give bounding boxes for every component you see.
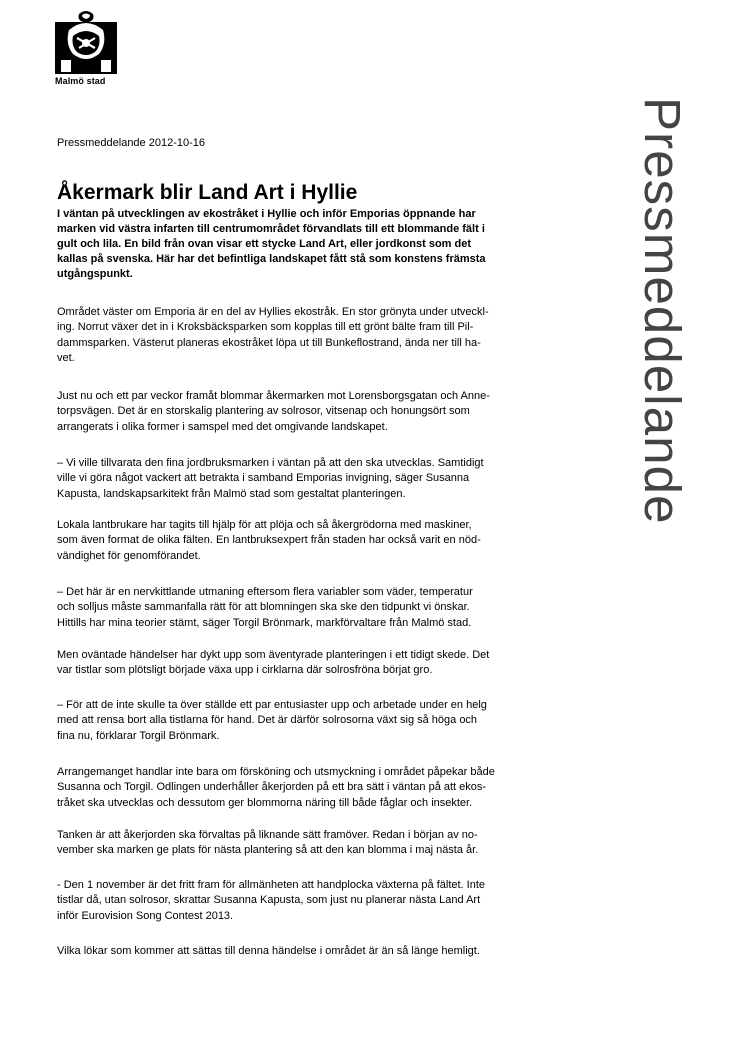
side-label — [614, 97, 694, 539]
body-paragraph — [57, 878, 567, 924]
malmo-coat-of-arms-icon — [55, 10, 119, 74]
logo-city-name: Malmö stad — [55, 76, 106, 86]
paragraph-line: - Den 1 november är det fritt fram för allmänheten att handplocka växterna på fältet. Inte — [57, 879, 486, 891]
body-paragraph — [57, 389, 567, 435]
paragraph-line: Området väster om Emporia är en del av Hyllies ekostråk. En stor grönyta under utveckl- — [57, 306, 489, 318]
body-paragraph — [57, 456, 567, 502]
paragraph-line: Men oväntade händelser har dykt upp som äventyrade planteringen i ett tidigt skede. Det — [57, 649, 490, 661]
lead-line: gult och lila. En bild från ovan visar ett stycke Land Art, eller jordkonst som det — [57, 238, 472, 250]
body-paragraph — [57, 765, 567, 811]
paragraph-line: inför Eurovision Song Contest 2013. — [57, 909, 234, 922]
lead-line: utgångspunkt. — [57, 268, 133, 280]
paragraph-line: torpsvägen. Det är en storskalig plantering av solrosor, vitsenap och honungsört som — [57, 405, 470, 418]
paragraph-line: Arrangemanget handlar inte bara om försköning och utsmyckning i området påpekar både — [57, 766, 495, 778]
paragraph-line: Just nu och ett par veckor framåt blommar åkermarken mot Lorensborgsgatan och Anne- — [57, 390, 490, 402]
paragraph-line: var tistlar som plötsligt började växa upp i cirklarna där solrosfröna börjat gro. — [57, 664, 433, 677]
paragraph-line: och solljus måste sammanfalla rätt för att blomningen ska ske den tidpunkt vi önskar. — [57, 601, 470, 614]
paragraph-line: tistlar då, utan solrosor, skrattar Susanna Kapusta, som just nu planerar nästa Land Art — [57, 894, 481, 907]
paragraph-line: vet. — [57, 351, 75, 364]
paragraph-line: ville vi göra något vackert att betrakta i samband Emporias invigning, säger Susanna — [57, 472, 470, 485]
side-label-text: Pressmeddelande — [634, 97, 691, 525]
paragraph-line: Hittills har mina teorier stämt, säger Torgil Brönmark, markförvaltare från Malmö stad. — [57, 616, 472, 629]
paragraph-line: Susanna och Torgil. Odlingen underhåller åkerjorden på ett bra sätt i väntan på att ekos- — [57, 781, 487, 794]
malmo-stad-logo — [55, 10, 119, 90]
body-paragraph — [57, 828, 567, 859]
paragraph-line: – Vi ville tillvarata den fina jordbruksmarken i väntan på att den ska utvecklas. Samtidigt — [57, 457, 484, 469]
lead-paragraph — [57, 207, 562, 282]
lead-line: marken vid västra infarten till centrumområdet förvandlats till ett blommande fält i — [57, 223, 485, 235]
body-paragraph — [57, 518, 567, 564]
paragraph-line: dammsparken. Västerut planeras ekostråket löpa ut till Bunkeflostrand, ända ner till ha- — [57, 336, 481, 349]
paragraph-line: ing. Norrut växer det in i Kroksbäcksparken som kopplas till ett grönt bälte fram till Pil- — [57, 321, 474, 334]
paragraph-line: vember ska marken ge plats för nästa plantering så att den kan blomma i maj nästa år. — [57, 844, 479, 857]
lead-line: I väntan på utvecklingen av ekostråket i Hyllie och inför Emporias öppnande har — [57, 208, 476, 220]
paragraph-line: vändighet för genomförandet. — [57, 549, 201, 562]
paragraph-line: – För att de inte skulle ta över ställde ett par entusiaster upp och arbetade under en helg — [57, 699, 487, 711]
paragraph-line: tråket ska utvecklas och dessutom ger blommorna näring till både fåglar och insekter. — [57, 796, 473, 809]
paragraph-line: Tanken är att åkerjorden ska förvaltas på liknande sätt framöver. Redan i början av no- — [57, 829, 478, 841]
paragraph-line: arrangerats i olika former i samspel med det omgivande landskapet. — [57, 420, 388, 433]
paragraph-line: som även format de olika fälten. En lantbruksexpert från staden har också varit en nöd- — [57, 534, 481, 547]
body-paragraph — [57, 698, 567, 744]
lead-line: kallas på svenska. Här har det befintliga landskapet fått stå som konstens främsta — [57, 253, 486, 265]
paragraph-line: Lokala lantbrukare har tagits till hjälp för att plöja och så åkergrödorna med maskiner, — [57, 519, 472, 531]
paragraph-line: – Det här är en nervkittlande utmaning eftersom flera variabler som väder, temperatur — [57, 586, 473, 598]
paragraph-line: med att rensa bort alla tistlarna för hand. Det är därför solrosorna växt sig så höga och — [57, 714, 478, 727]
body-paragraph — [57, 585, 567, 631]
paragraph-line: Kapusta, landskapsarkitekt från Malmö stad som gestaltat planteringen. — [57, 487, 406, 500]
body-paragraph — [57, 944, 567, 959]
body-paragraph — [57, 648, 567, 679]
body-paragraph — [57, 305, 567, 366]
paragraph-line: Vilka lökar som kommer att sättas till denna händelse i området är än så länge hemligt. — [57, 945, 480, 957]
paragraph-line: fina nu, förklarar Torgil Brönmark. — [57, 729, 220, 742]
page-title: Åkermark blir Land Art i Hyllie — [57, 181, 358, 204]
dateline: Pressmeddelande 2012-10-16 — [57, 137, 205, 149]
